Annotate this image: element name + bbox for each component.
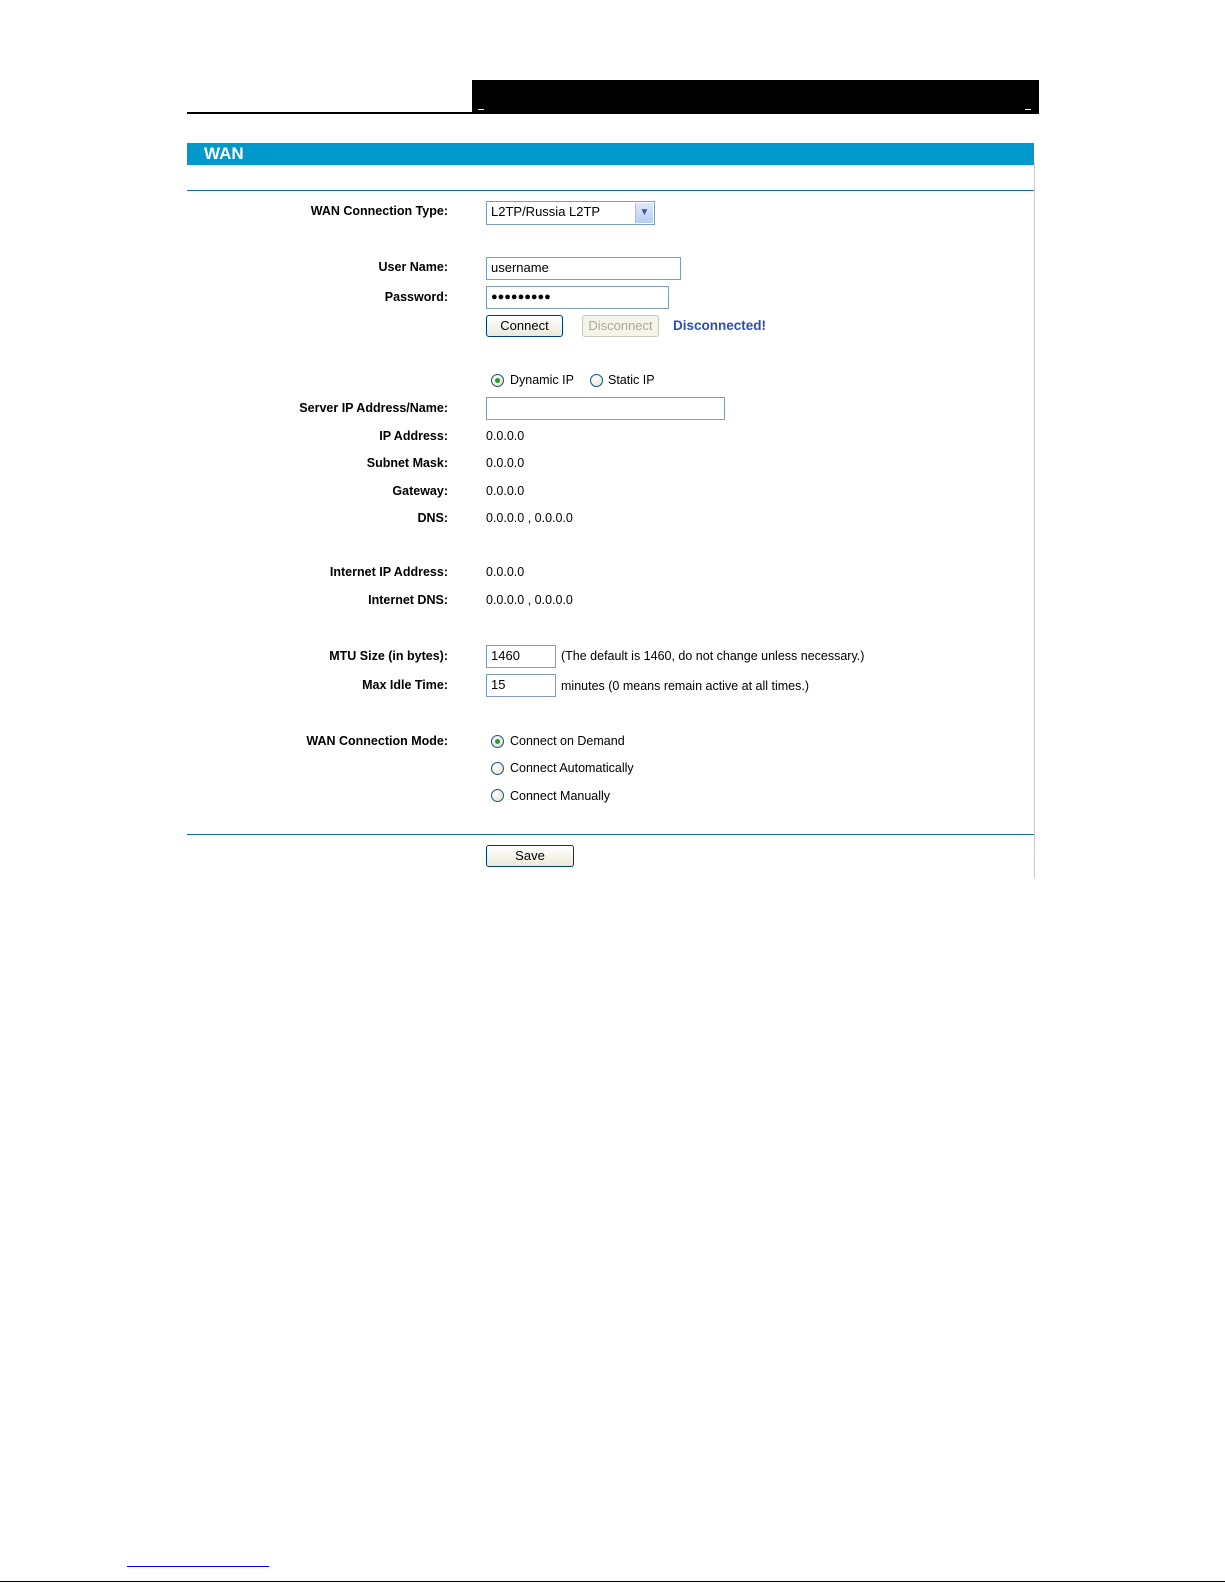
dns-label: DNS:	[417, 511, 448, 525]
header-mark-right	[1025, 109, 1031, 110]
user-name-label: User Name:	[378, 260, 448, 274]
mtu-label: MTU Size (in bytes):	[329, 649, 448, 663]
max-idle-note: minutes (0 means remain active at all times.)	[561, 679, 810, 693]
panel-right-border	[1034, 163, 1035, 878]
user-name-input[interactable]: username	[486, 257, 681, 280]
internet-ip-label: Internet IP Address:	[329, 565, 448, 579]
document-header-rule	[187, 112, 472, 114]
footer-link-underline	[127, 1566, 269, 1567]
connect-automatically-radio[interactable]	[491, 762, 504, 775]
connection-mode-label: WAN Connection Mode:	[306, 734, 448, 748]
internet-dns-label: Internet DNS:	[368, 593, 448, 607]
connect-manually-label: Connect Manually	[510, 789, 611, 803]
footer-rule	[0, 1581, 1225, 1582]
wan-connection-type-select[interactable]	[486, 201, 655, 225]
save-button[interactable]: Save	[486, 845, 574, 867]
connection-status: Disconnected!	[673, 318, 767, 333]
ip-address-value: 0.0.0.0	[486, 429, 525, 443]
dynamic-ip-radio[interactable]	[491, 374, 504, 387]
header-mark-left	[478, 109, 484, 110]
mtu-input[interactable]: 1460	[486, 645, 556, 668]
server-ip-input[interactable]	[486, 397, 725, 420]
connect-button[interactable]: Connect	[486, 315, 563, 337]
connect-on-demand-label: Connect on Demand	[510, 734, 625, 748]
panel-title: WAN	[187, 143, 1034, 165]
subnet-mask-value: 0.0.0.0	[486, 456, 525, 470]
bottom-divider	[187, 834, 1034, 835]
max-idle-label: Max Idle Time:	[362, 678, 448, 692]
connect-automatically-label: Connect Automatically	[510, 761, 634, 775]
wan-connection-type-label: WAN Connection Type:	[310, 204, 448, 218]
internet-dns-value: 0.0.0.0 , 0.0.0.0	[486, 593, 573, 607]
wan-settings-panel	[187, 143, 1035, 878]
chevron-down-icon[interactable]: ▼	[635, 203, 653, 223]
connect-on-demand-radio[interactable]	[491, 735, 504, 748]
document-header-bar	[472, 80, 1039, 114]
mtu-note: (The default is 1460, do not change unless necessary.)	[561, 649, 865, 663]
gateway-label: Gateway:	[392, 484, 448, 498]
disconnect-button[interactable]: Disconnect	[582, 315, 659, 337]
internet-ip-value: 0.0.0.0	[486, 565, 525, 579]
static-ip-label: Static IP	[608, 373, 655, 387]
subnet-mask-label: Subnet Mask:	[366, 456, 448, 470]
wan-connection-type-value: L2TP/Russia L2TP	[491, 204, 601, 219]
max-idle-input[interactable]: 15	[486, 674, 556, 697]
password-input[interactable]: ●●●●●●●●●	[486, 286, 669, 309]
server-ip-label: Server IP Address/Name:	[299, 401, 448, 415]
connect-manually-radio[interactable]	[491, 789, 504, 802]
top-divider	[187, 190, 1034, 191]
dns-value: 0.0.0.0 , 0.0.0.0	[486, 511, 573, 525]
ip-address-label: IP Address:	[379, 429, 448, 443]
static-ip-radio[interactable]	[590, 374, 603, 387]
dynamic-ip-label: Dynamic IP	[510, 373, 574, 387]
gateway-value: 0.0.0.0	[486, 484, 525, 498]
password-label: Password:	[384, 290, 448, 304]
